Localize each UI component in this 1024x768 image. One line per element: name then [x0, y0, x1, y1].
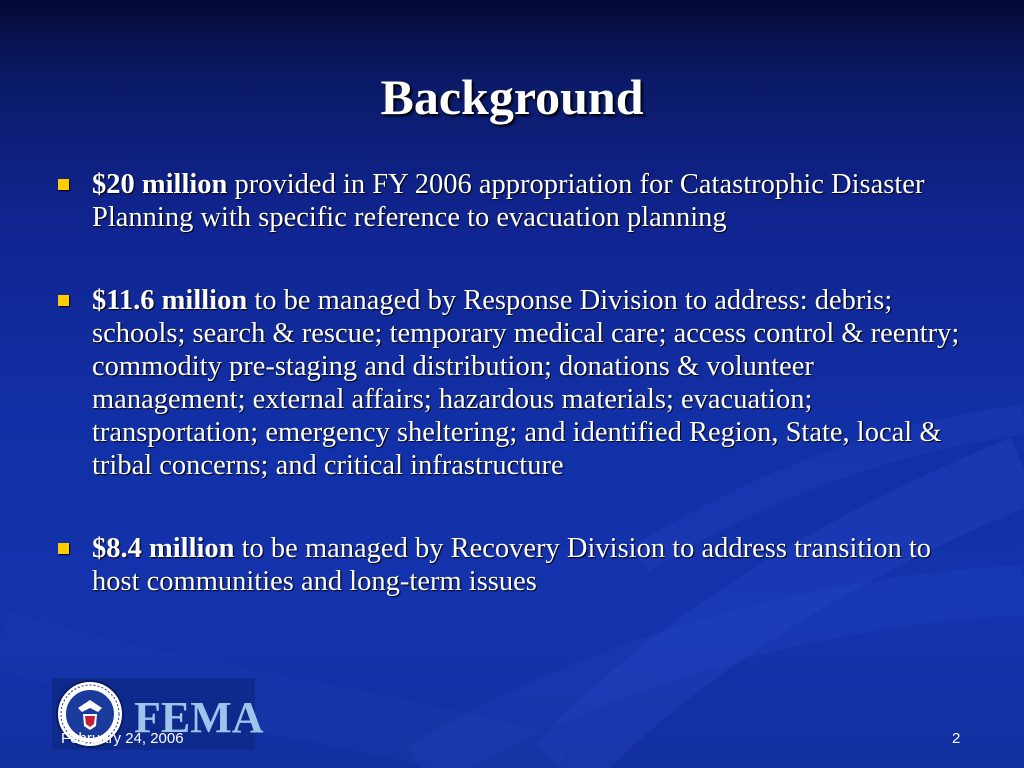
- footer-date: February 24, 2006: [61, 730, 184, 747]
- square-bullet-icon: [58, 295, 69, 306]
- square-bullet-icon: [58, 543, 69, 554]
- square-bullet-icon: [58, 179, 69, 190]
- bullet-item: [52, 284, 972, 482]
- bullet-text: to be managed by Recovery Division to address transition to host communities and long-term issues: [92, 533, 932, 597]
- fema-wordmark: FEMA: [134, 693, 264, 742]
- slide-title: Background: [380, 69, 644, 125]
- bullet-text: provided in FY 2006 appropriation for Catastrophic Disaster Planning with specific reference to evacuation planning: [92, 169, 925, 233]
- bullet-text: to be managed by Response Division to address: debris; schools; search & rescue; temporary medical care; access control & reentry; commodity pre-staging and distribution; donations & volunteer management; external affairs; hazardous materials; evacuation; transportation; emergency sheltering; and identified Region, State, local & tribal concerns; and critical infrastructure: [92, 285, 960, 481]
- bullet-amount: $11.6 million: [92, 285, 248, 316]
- page-number: 2: [952, 730, 961, 747]
- bullet-item: [52, 168, 972, 234]
- bullet-list: [52, 168, 972, 598]
- bullet-amount: $8.4 million: [92, 533, 235, 564]
- bullet-amount: $20 million: [92, 169, 228, 200]
- bullet-item: [52, 532, 972, 598]
